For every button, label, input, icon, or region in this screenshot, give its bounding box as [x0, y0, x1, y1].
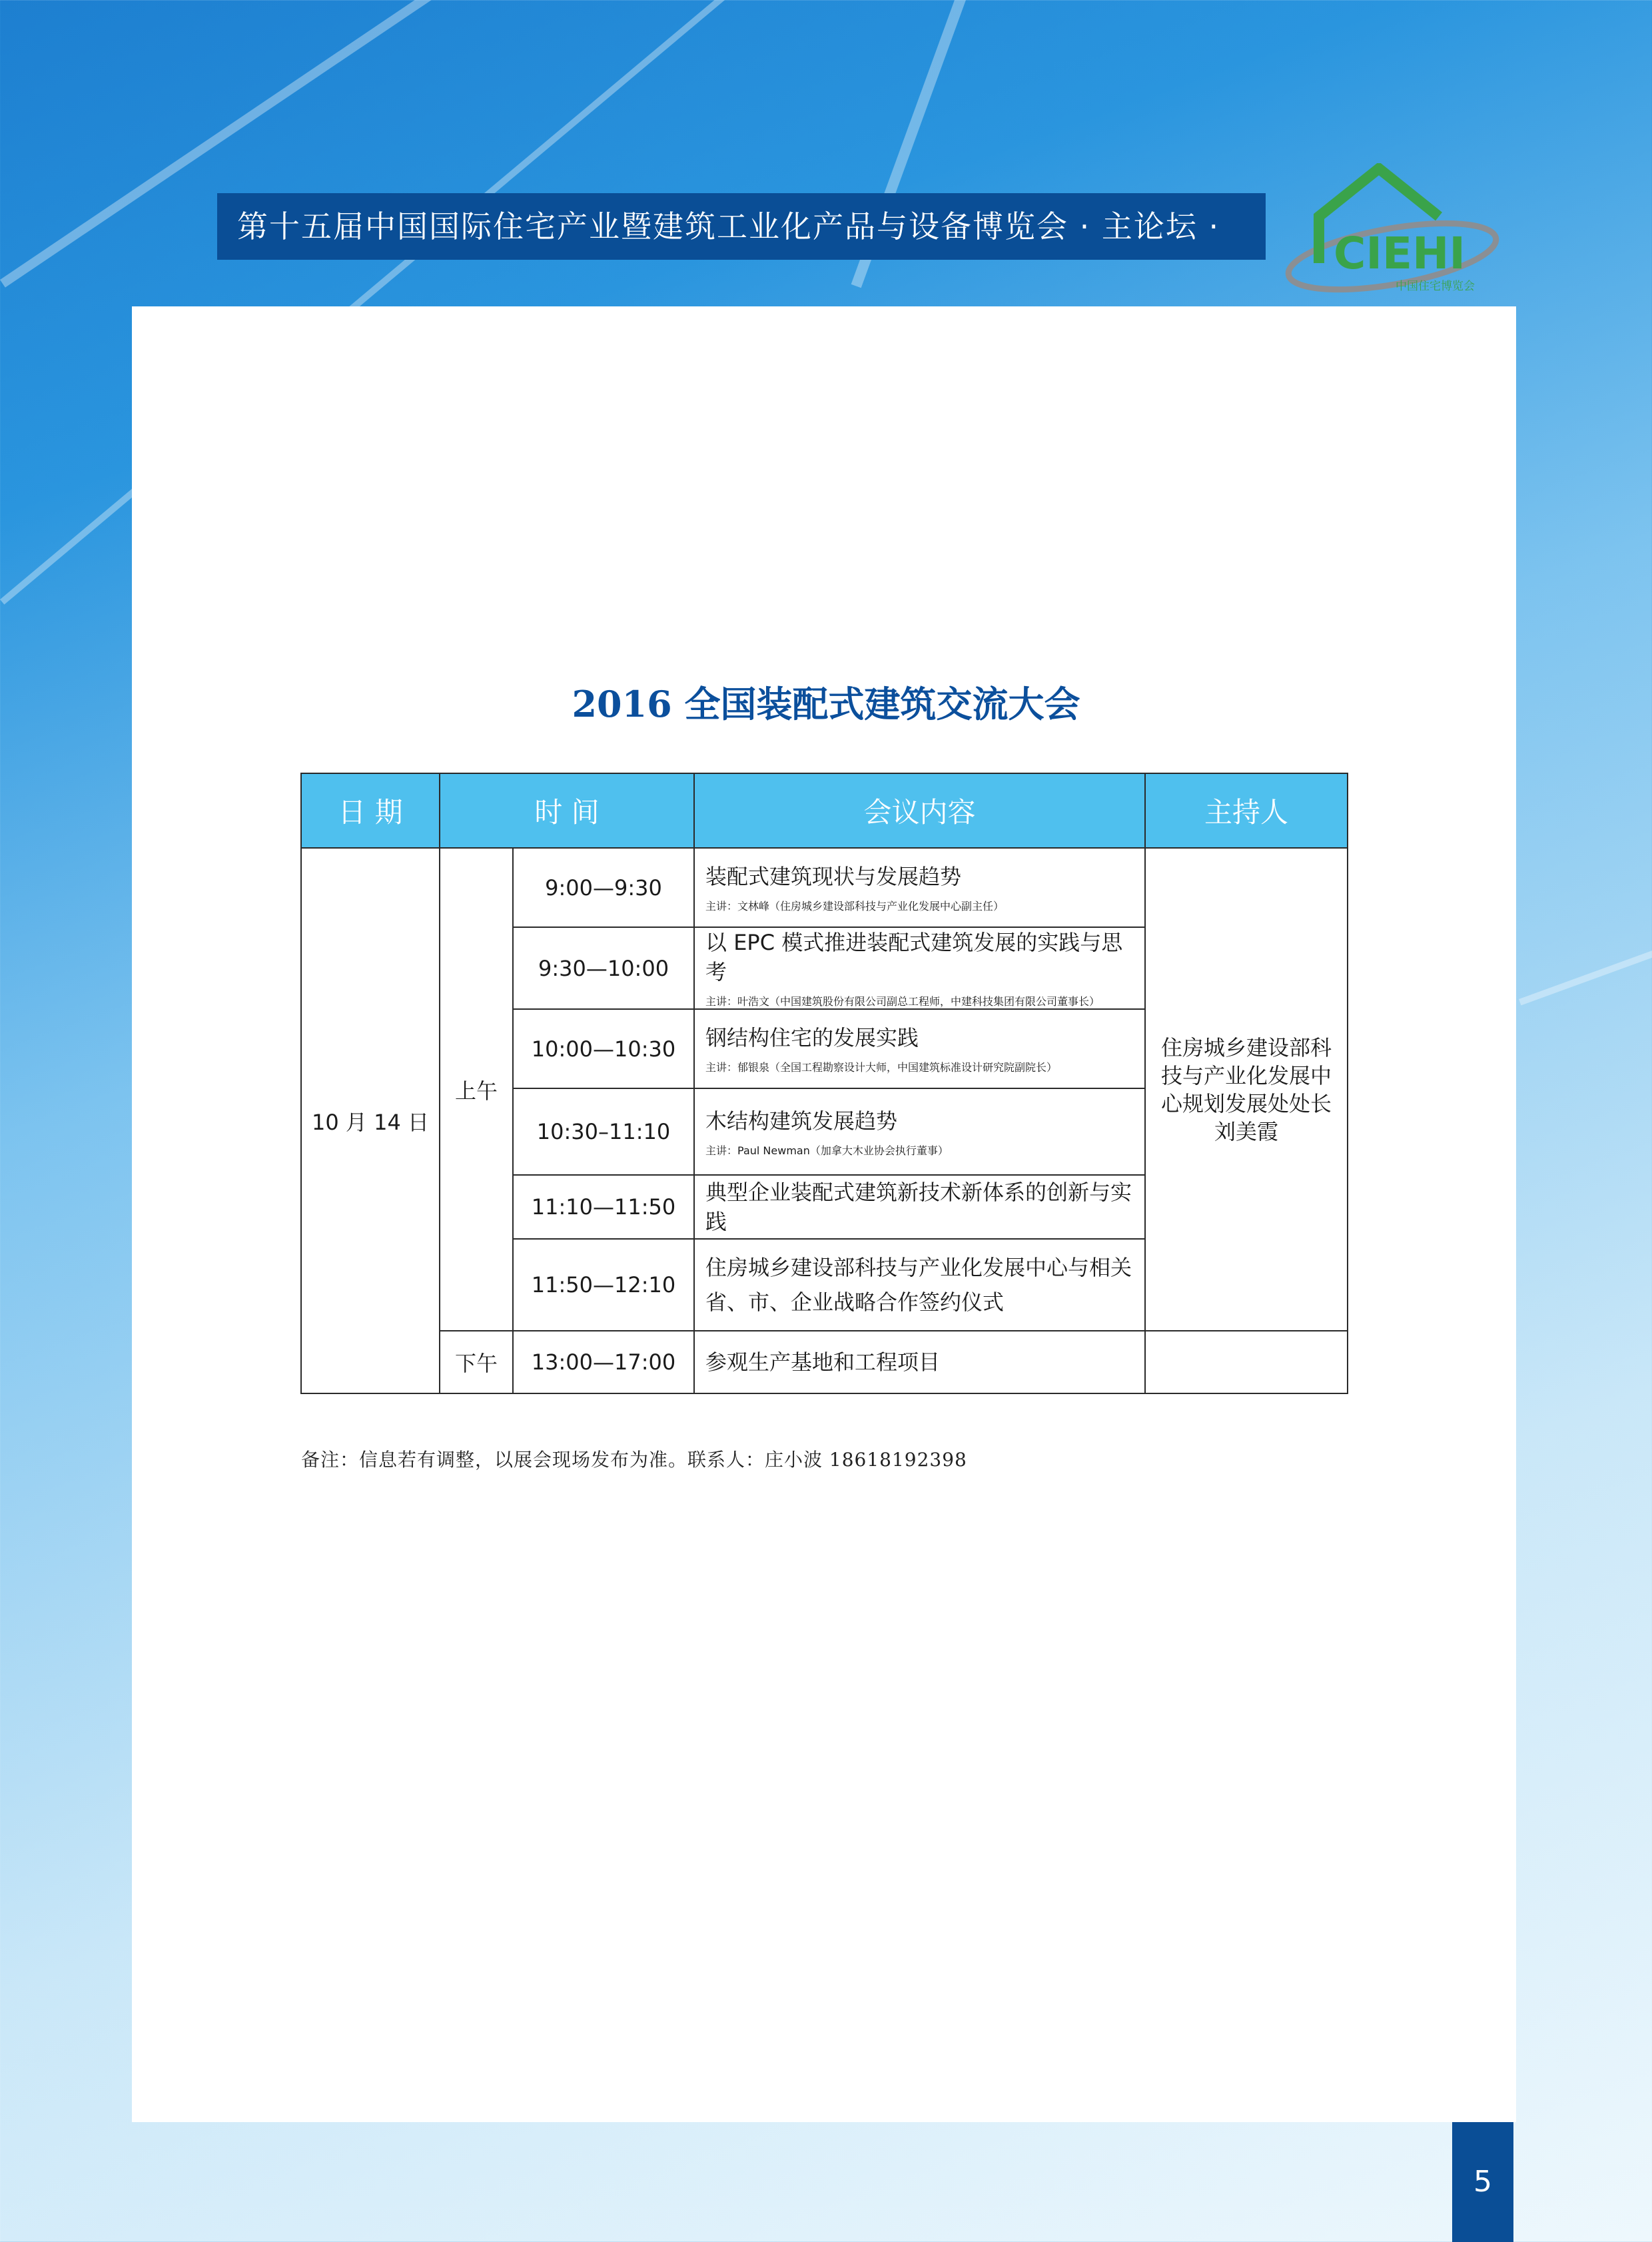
session-title: 钢结构住宅的发展实践 — [705, 1025, 919, 1050]
session-speaker: 主讲：叶浩文（中国建筑股份有限公司副总工程师，中建科技集团有限公司董事长） — [705, 995, 1100, 1008]
date-cell: 10 月 14 日 — [301, 848, 440, 1393]
time-cell: 11:10—11:50 — [513, 1175, 694, 1239]
session-title: 参观生产基地和工程项目 — [705, 1349, 941, 1375]
content-cell — [694, 848, 1145, 927]
footnote: 备注：信息若有调整，以展会现场发布为准。联系人：庄小波 18618192398 — [301, 1449, 967, 1471]
ciehi-logo — [1279, 163, 1512, 296]
table-row — [301, 848, 1348, 927]
time-cell: 9:00—9:30 — [513, 848, 694, 927]
house-logo-icon — [1279, 163, 1512, 296]
header-banner: 第十五届中国国际住宅产业暨建筑工业化产品与设备博览会 · 主论坛 · — [217, 193, 1266, 260]
content-cell — [694, 1331, 1145, 1393]
afternoon-cell: 下午 — [440, 1331, 513, 1393]
session-speaker: 主讲：郁银泉（全国工程勘察设计大师，中国建筑标准设计研究院副院长） — [705, 1061, 1058, 1074]
session-title: 装配式建筑现状与发展趋势 — [705, 864, 962, 889]
header-content: 会议内容 — [694, 773, 1145, 848]
host-text: 住房城乡建设部科技与产业化发展中心规划发展处处长 刘美霞 — [1161, 1034, 1332, 1144]
page-number: 5 — [1452, 2122, 1513, 2242]
content-cell — [694, 927, 1145, 1009]
logo-wordmark: CIEHI — [1334, 228, 1465, 279]
document-title: 2016 全国装配式建筑交流大会 — [572, 683, 1080, 725]
time-cell: 11:50—12:10 — [513, 1239, 694, 1331]
background-streak — [1519, 931, 1652, 1005]
session-speaker: 主讲：Paul Newman（加拿大木业协会执行董事） — [705, 1144, 949, 1157]
header-host: 主持人 — [1145, 773, 1348, 848]
session-speaker: 主讲：文林峰（住房城乡建设部科技与产业化发展中心副主任） — [705, 900, 1005, 913]
content-cell — [694, 1088, 1145, 1175]
session-title: 典型企业装配式建筑新技术新体系的创新与实践 — [705, 1180, 1132, 1234]
header-time: 时 间 — [440, 773, 694, 848]
time-cell: 10:30–11:10 — [513, 1088, 694, 1175]
session-title: 以 EPC 模式推进装配式建筑发展的实践与思考 — [705, 930, 1123, 984]
table-row — [301, 1331, 1348, 1393]
session-title: 住房城乡建设部科技与产业化发展中心与相关省、市、企业战略合作签约仪式 — [705, 1255, 1132, 1315]
logo-subtitle: 中国住宅博览会 — [1396, 280, 1475, 293]
session-title: 木结构建筑发展趋势 — [705, 1108, 898, 1134]
time-cell: 10:00—10:30 — [513, 1009, 694, 1088]
time-cell: 13:00—17:00 — [513, 1331, 694, 1393]
morning-cell: 上午 — [440, 848, 513, 1331]
content-cell — [694, 1175, 1145, 1239]
host-cell — [1145, 848, 1348, 1331]
header-date: 日 期 — [301, 773, 440, 848]
table-header-row — [301, 773, 1348, 848]
schedule-table — [300, 773, 1348, 1394]
host-cell-empty — [1145, 1331, 1348, 1393]
time-cell: 9:30—10:00 — [513, 927, 694, 1009]
content-cell — [694, 1239, 1145, 1331]
content-cell — [694, 1009, 1145, 1088]
